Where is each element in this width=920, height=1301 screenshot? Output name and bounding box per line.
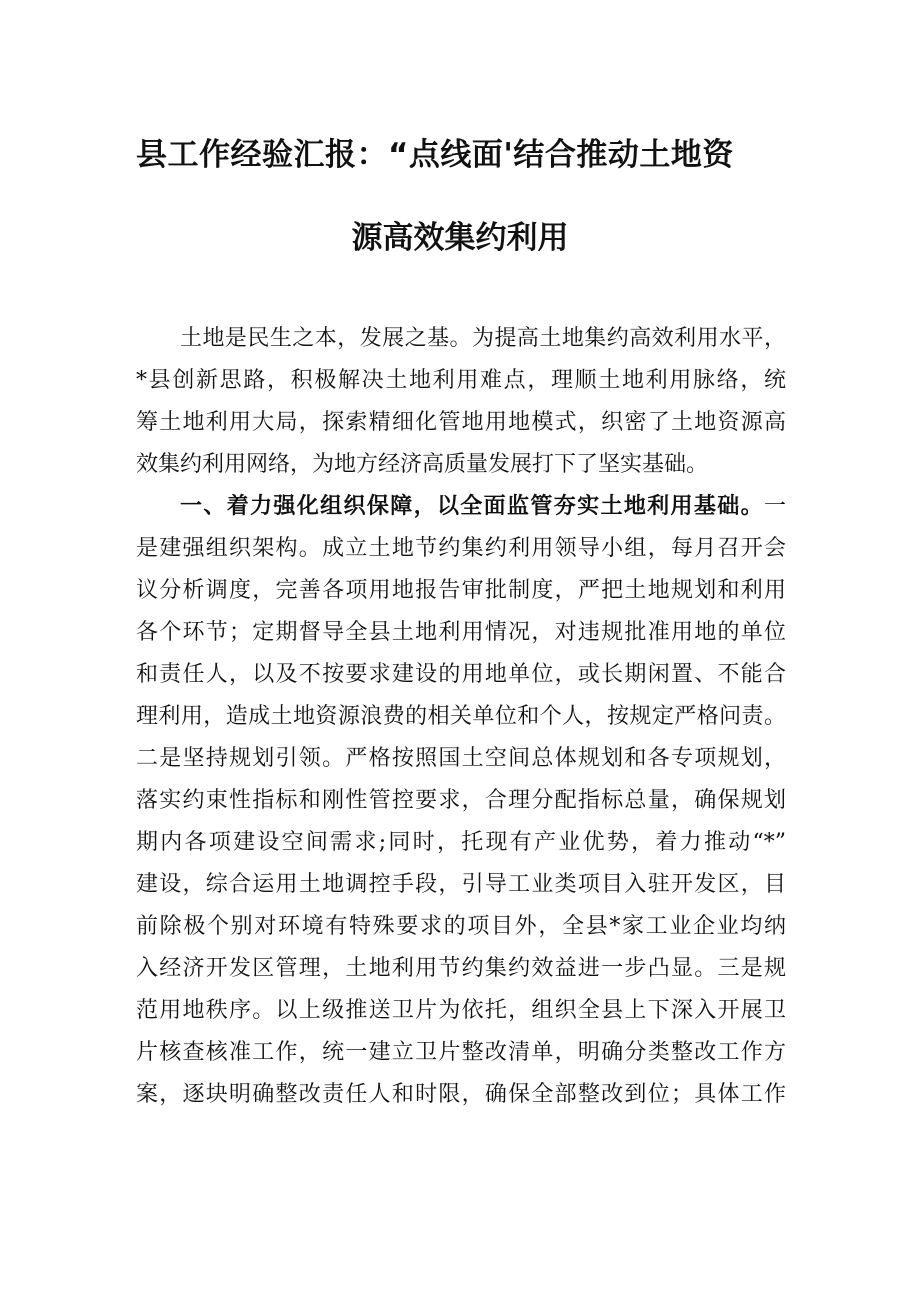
section1-line-1: 是建强组织架构。成立土地节约集约利用领导小组，每月召开会 bbox=[136, 536, 786, 561]
section1-line-8: 期内各项建设空间需求;同时，托现有产业优势，着力推动“*” bbox=[136, 830, 786, 855]
section1-line-12: 范用地秩序。以上级推送卫片为依托，组织全县上下深入开展卫 bbox=[136, 998, 786, 1023]
section1-line-4: 和责任人，以及不按要求建设的用地单位，或长期闲置、不能合 bbox=[136, 662, 786, 687]
section1-line-11: 入经济开发区管理，土地利用节约集约效益进一步凸显。三是规 bbox=[136, 956, 786, 981]
document-title-line-2: 源高效集约利用 bbox=[351, 220, 569, 256]
section1-line-13: 片核查核准工作，统一建立卫片整改清单，明确分类整改工作方 bbox=[136, 1040, 786, 1065]
intro-line-2: *县创新思路，积极解决土地利用难点，理顺土地利用脉络，统 bbox=[136, 368, 786, 393]
section1-line-3: 各个环节；定期督导全县土地利用情况，对违规批准用地的单位 bbox=[136, 620, 786, 645]
section1-line-5: 理利用，造成土地资源浪费的相关单位和个人，按规定严格问责。 bbox=[136, 704, 786, 729]
document-title-line-1: 县工作经验汇报：“点线面'结合推动土地资 bbox=[136, 137, 734, 173]
section1-heading: 一、着力强化组织保障，以全面监管夯实土地利用基础。 bbox=[180, 494, 764, 519]
section1-line-2: 议分析调度，完善各项用地报告审批制度，严把土地规划和利用 bbox=[136, 578, 786, 603]
intro-line-1: 土地是民生之本，发展之基。为提高土地集约高效利用水平， bbox=[180, 326, 786, 351]
section1-line-14: 案，逐块明确整改责任人和时限，确保全部整改到位；具体工作 bbox=[136, 1082, 786, 1107]
section1-line-10: 前除极个别对环境有特殊要求的项目外，全县*家工业企业均纳 bbox=[136, 914, 786, 939]
section1-line-9: 建设，综合运用土地调控手段，引导工业类项目入驻开发区，目 bbox=[136, 872, 786, 897]
intro-line-4: 效集约利用网络，为地方经济高质量发展打下了坚实基础。 bbox=[136, 452, 709, 477]
section1-heading-line bbox=[180, 493, 786, 521]
section1-heading-tail: 一 bbox=[763, 494, 786, 519]
intro-line-3: 筹土地利用大局，探索精细化管地用地模式，织密了土地资源高 bbox=[136, 410, 786, 435]
section1-line-7: 落实约束性指标和刚性管控要求，合理分配指标总量，确保规划 bbox=[136, 788, 786, 813]
section1-line-6: 二是坚持规划引领。严格按照国土空间总体规划和各专项规划， bbox=[136, 746, 786, 771]
